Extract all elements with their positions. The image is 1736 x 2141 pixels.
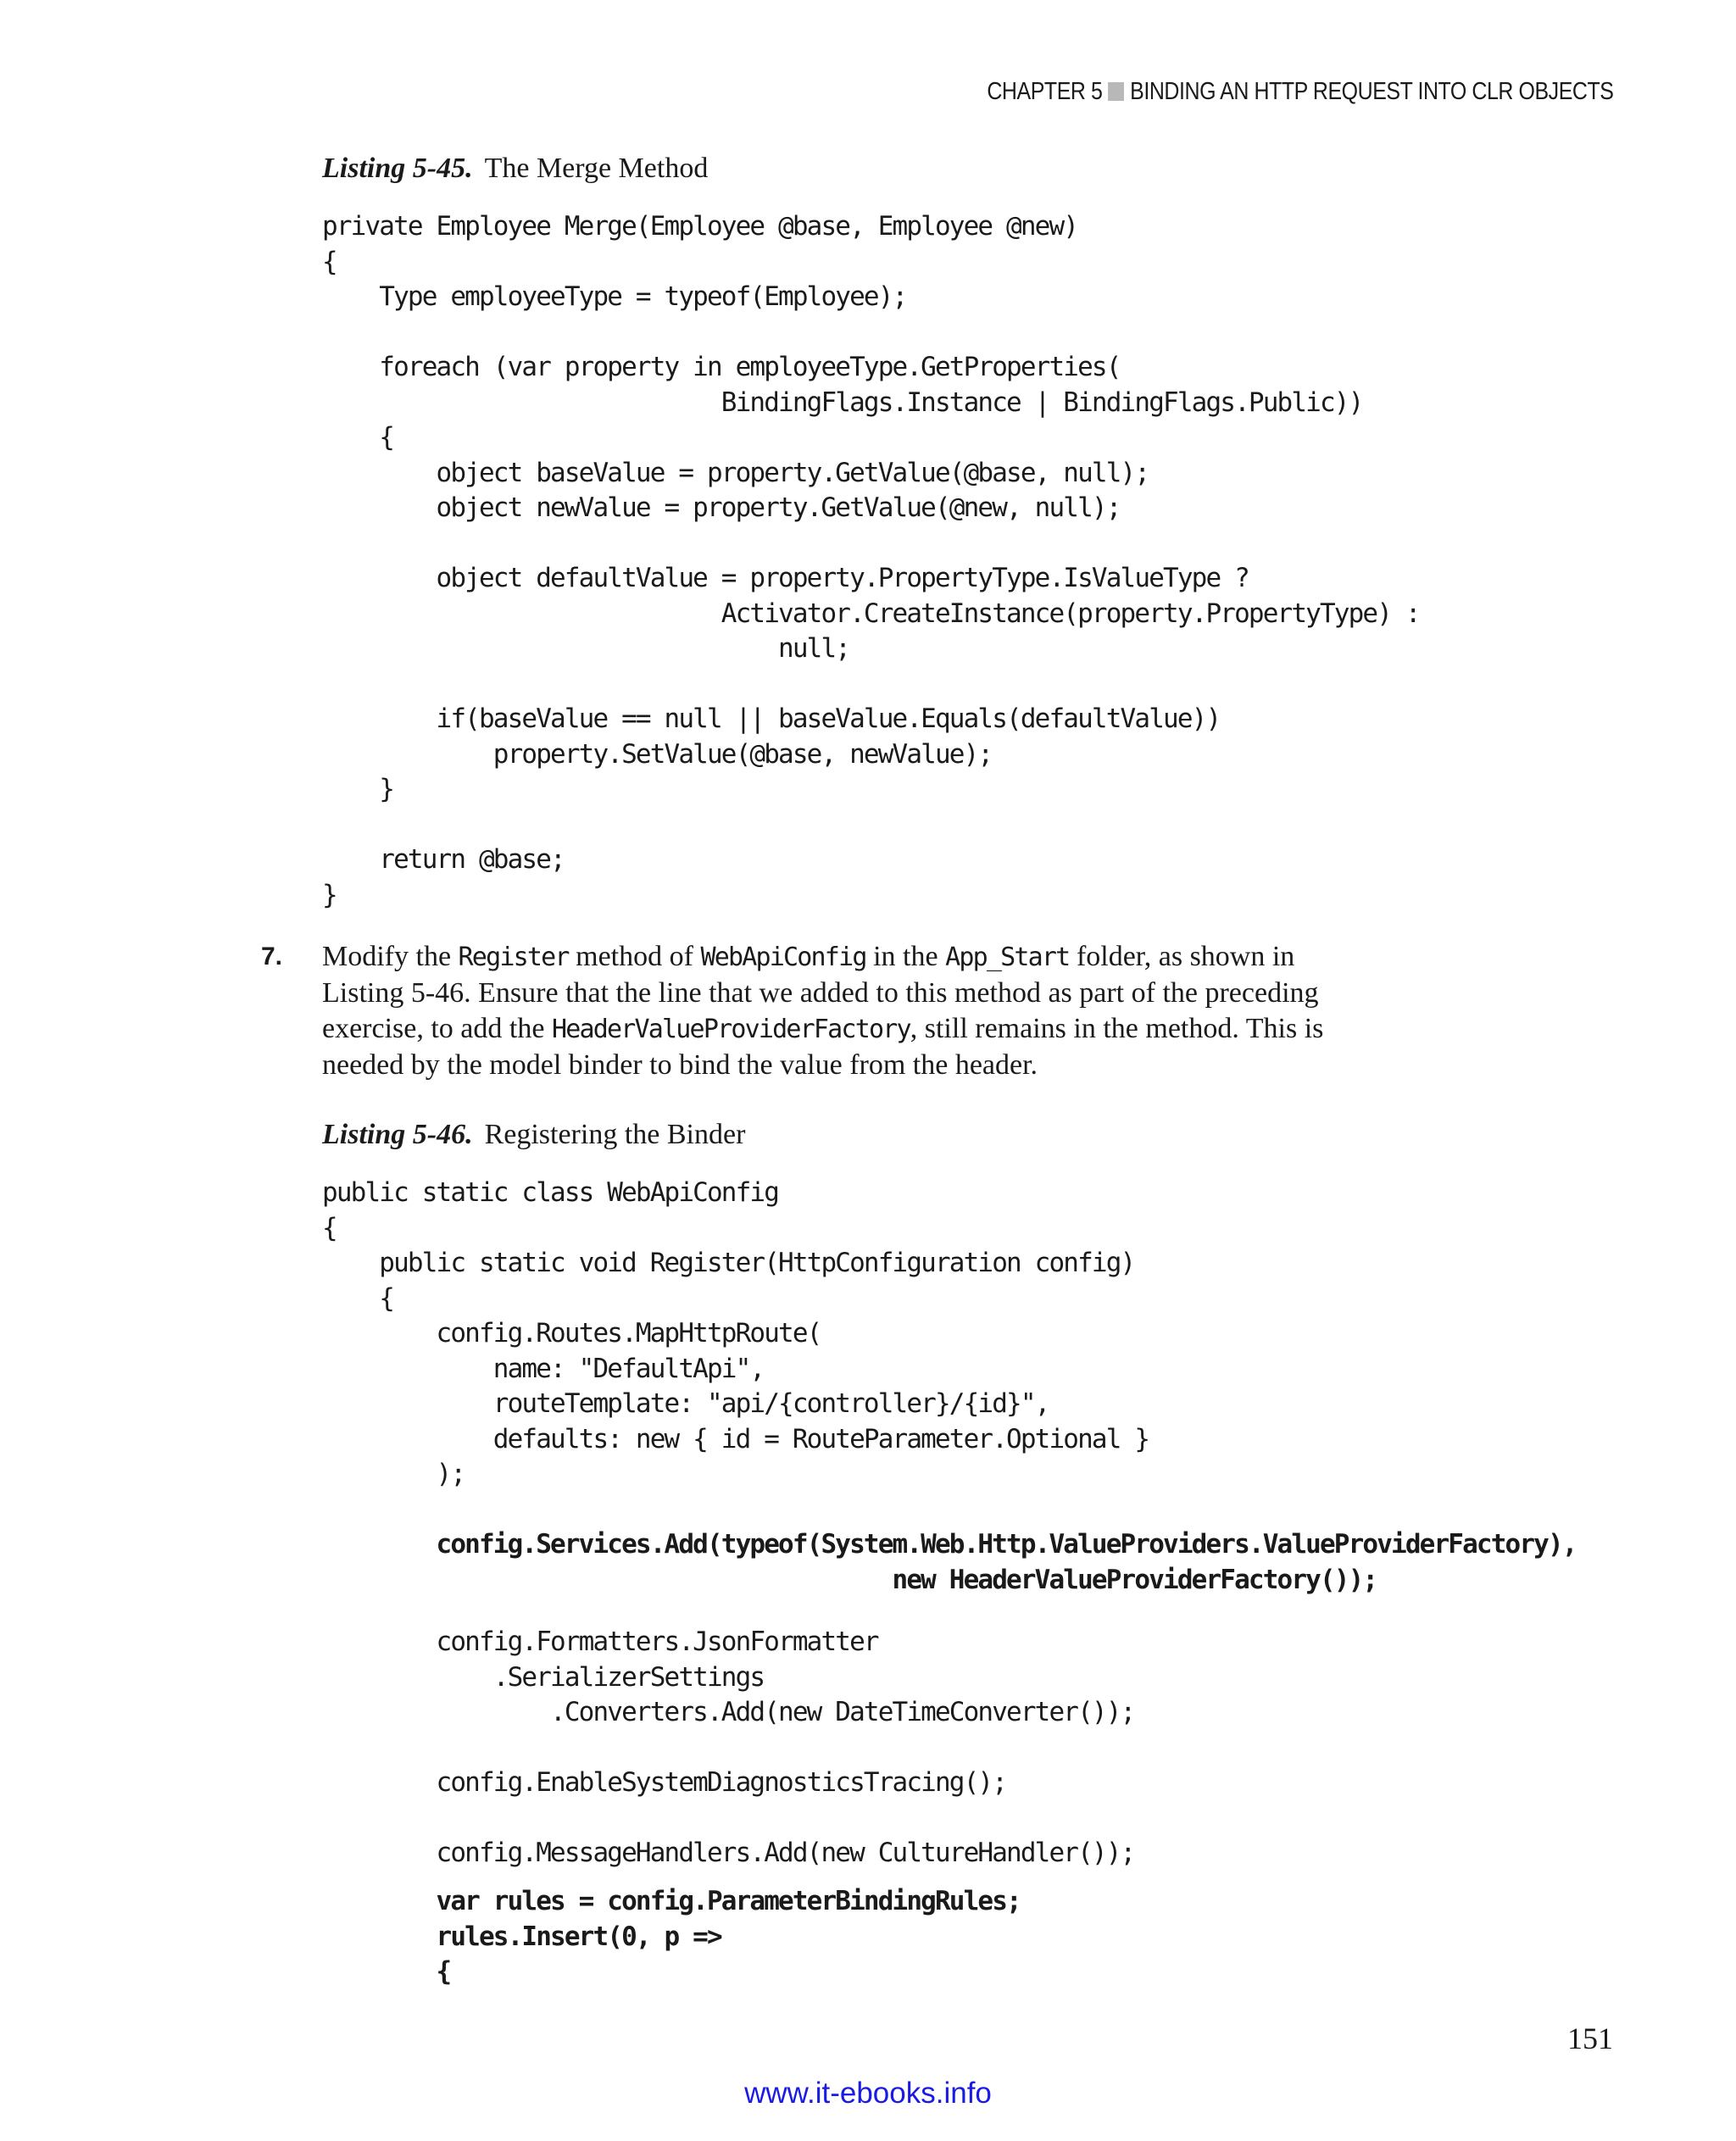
listing-46-code-highlight-services: config.Services.Add(typeof(System.Web.Http.ValueProviders.ValueProviderFactory), new HeaderValueProviderFactory()); [436, 1529, 1577, 1595]
chapter-label: CHAPTER 5 [986, 78, 1102, 105]
listing-46-code-part-a: public static class WebApiConfig { public static void Register(HttpConfiguration config) { config.Routes.MapHttpRoute( name: "DefaultApi", routeTemplate: "api/{controller}/{id}", defaults: new { id = RouteParameter.Optional } ); [322, 1177, 1149, 1489]
page-number: 151 [1567, 2021, 1613, 2055]
listing-45-title: The Merge Method [484, 153, 709, 184]
listing-46-caption [322, 1119, 745, 1151]
step-number: 7. [261, 943, 283, 970]
inline-code: App_Start [945, 943, 1070, 972]
step-text: folder, as shown in Listing 5-46. Ensure that the line that we added to this method as part of the preceding exercise, to add the [322, 941, 1319, 1044]
listing-46-code-part-c: config.Formatters.JsonFormatter .SerializerSettings .Converters.Add(new DateTimeConverter()); config.EnableSystemDiagnosticsTracing(); config.MessageHandlers.Add(new CultureHandler()); [436, 1627, 1135, 1868]
inline-code: HeaderValueProviderFactory [551, 1015, 910, 1044]
listing-45-code: private Employee Merge(Employee @base, Employee @new) { Type employeeType = typeof(Employee); foreach (var property in employeeType.GetProperties( BindingFlags.Instance | BindingFlags.Public)) { object baseValue = property.GetValue(@base, null); object newValue = property.GetValue(@new, null); object defaultValue = property.PropertyType.IsValueType ? Activator.CreateInstance(property.PropertyType) : null; if(baseValue == null || baseValue.Equals(defaultValue)) property.SetValue(@base, newValue); } return @base; } [322, 211, 1420, 910]
step-text: in the [865, 941, 946, 972]
step-text: Modify the [322, 941, 459, 972]
footer-link[interactable]: www.it-ebooks.info [744, 2077, 992, 2110]
listing-46-title: Registering the Binder [484, 1119, 746, 1150]
inline-code: Register [458, 943, 569, 972]
listing-45-number: Listing 5-45. [322, 153, 473, 184]
listing-46-code-highlight-rules: var rules = config.ParameterBindingRules; rules.Insert(0, p => { [436, 1886, 1021, 1987]
chapter-title: BINDING AN HTTP REQUEST INTO CLR OBJECTS [1129, 78, 1613, 105]
square-separator-icon [1108, 82, 1124, 101]
running-header [987, 78, 1613, 106]
step-7-paragraph [261, 939, 1441, 1083]
listing-45-caption [322, 153, 708, 185]
step-text: , still remains in the method. This is needed by the model binder to bind the value from the header. [322, 1013, 1324, 1081]
inline-code: WebApiConfig [700, 943, 866, 972]
listing-46-number: Listing 5-46. [322, 1119, 473, 1150]
step-text: method of [568, 941, 701, 972]
